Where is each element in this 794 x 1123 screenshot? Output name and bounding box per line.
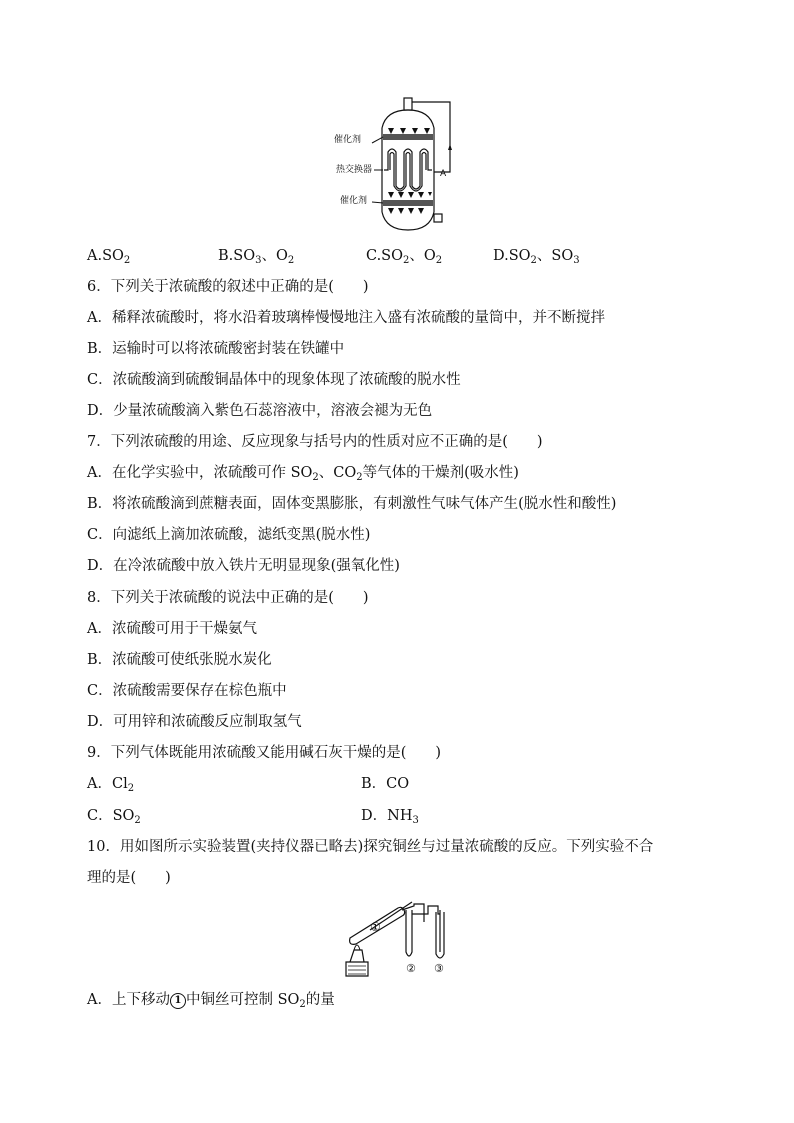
q7-option-d: D．在冷浓硫酸中放入铁片无明显现象(强氧化性) — [87, 558, 400, 574]
q6-option-d: D．少量浓硫酸滴入紫色石蕊溶液中，溶液会褪为无色 — [87, 403, 433, 419]
q5-option-c: $C.SO_2$、$O_2$ — [366, 248, 443, 266]
q9-option-b: B．CO — [361, 776, 410, 792]
q6-option-c: C．浓硫酸滴到硫酸铜晶体中的现象体现了浓硫酸的脱水性 — [87, 372, 461, 388]
label-catalyst-top: 催化剂 — [334, 135, 362, 145]
apparatus-label-1: ① — [370, 920, 381, 934]
q6-option-b: B．运输时可以将浓硫酸密封装在铁罐中 — [87, 341, 345, 357]
label-heat-exchanger: 热交换器 — [336, 165, 373, 175]
q8-option-d: D．可用锌和浓硫酸反应制取氢气 — [87, 714, 302, 730]
q10-option-a: A．上下移动 1 中铜丝可控制 $SO_2$的量 — [87, 992, 335, 1010]
q8-option-b: B．浓硫酸可使纸张脱水炭化 — [87, 652, 272, 668]
q5-option-a: $A.SO_2$ — [87, 248, 131, 266]
q8-option-a: A．浓硫酸可用于干燥氨气 — [87, 621, 257, 637]
q9-stem: 9．下列气体既能用浓硫酸又能用碱石灰干燥的是( ) — [87, 745, 442, 761]
q7-option-c: C．向滤纸上滴加浓硫酸，滤纸变黑(脱水性) — [87, 527, 371, 543]
q7-stem: 7．下列浓硫酸的用途、反应现象与括号内的性质对应不正确的是( ) — [87, 434, 543, 450]
apparatus-label-2: ② — [406, 962, 416, 975]
circled-number: 1 — [170, 993, 186, 1009]
q9-option-c: C．$SO_2$ — [87, 808, 141, 826]
q10-stem-line2: 理的是( ) — [87, 870, 171, 886]
apparatus-label-3: ③ — [434, 962, 444, 975]
q7-option-a: A．在化学实验中，浓硫酸可作 $SO_2$、$CO_2$等气体的干燥剂(吸水性) — [87, 465, 519, 483]
q6-option-a: A．稀释浓硫酸时，将水沿着玻璃棒慢慢地注入盛有浓硫酸的量筒中，并不断搅拌 — [87, 310, 605, 326]
q8-option-c: C．浓硫酸需要保存在棕色瓶中 — [87, 683, 287, 699]
q9-option-a: A．$Cl_2$ — [87, 776, 135, 794]
reactor-diagram — [334, 90, 464, 240]
label-point-a: A — [440, 169, 447, 179]
q7-option-b: B．将浓硫酸滴到蔗糖表面，固体变黑膨胀，有刺激性气味气体产生(脱水性和酸性) — [87, 496, 617, 512]
apparatus-diagram — [340, 896, 460, 978]
q8-stem: 8．下列关于浓硫酸的说法中正确的是( ) — [87, 590, 369, 606]
q5-option-b: $B.SO_3$、$O_2$ — [218, 248, 295, 266]
label-catalyst-bottom: 催化剂 — [340, 196, 368, 206]
q6-stem: 6．下列关于浓硫酸的叙述中正确的是( ) — [87, 279, 369, 295]
q9-option-d: D．$NH_3$ — [361, 808, 419, 826]
q10-stem-line1: 10．用如图所示实验装置(夹持仪器已略去)探究铜丝与过量浓硫酸的反应。下列实验不合 — [87, 839, 654, 855]
q5-option-d: $D.SO_2$、$SO_3$ — [493, 248, 580, 266]
